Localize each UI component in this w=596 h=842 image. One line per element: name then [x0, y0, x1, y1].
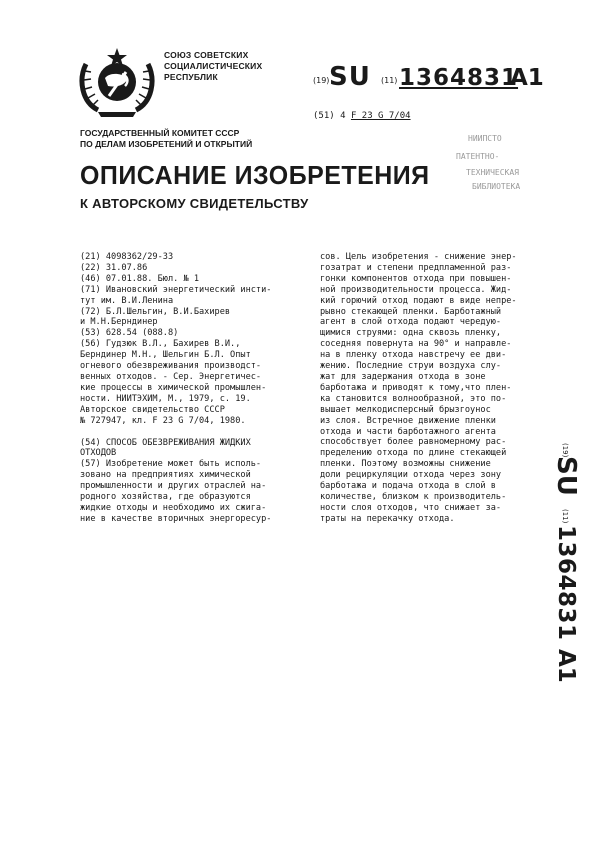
abstract-line: способствует более равномерному рас- [320, 437, 507, 448]
biblio-line: венных отходов. - Сер. Энергетичес- [80, 371, 262, 382]
right-column [320, 252, 545, 525]
margin-kind-code: A1 [553, 649, 579, 683]
biblio-line: ности. НИИТЭХИМ, М., 1979, с. 19. [80, 393, 251, 404]
abstract-line: ной производительности процесса. Жид- [320, 284, 512, 295]
union-line: СОЮЗ СОВЕТСКИХ [164, 50, 249, 60]
abstract-line: агент в слой отхода подают чередую- [320, 317, 502, 328]
abstract-line: вышает мелкодисперсный брызгоунос [320, 404, 491, 415]
left-column [80, 252, 305, 525]
abstract-line: пленки. Поэтому возможны снижение [320, 459, 491, 470]
code-19: (19) [313, 76, 330, 85]
abstract-line: родного хозяйства, где образуются [80, 492, 251, 503]
biblio-line: (56) Гудзюк В.Л., Бахирев В.И., [80, 339, 241, 350]
abstract-line: барботажа и подача отхода в слой в [320, 481, 496, 492]
biblio-line: (22) 31.07.86 [80, 262, 148, 273]
stamp-line: ТЕХНИЧЕСКАЯ [466, 168, 519, 177]
invention-title-line: ОТХОДОВ [80, 448, 117, 459]
abstract-line: ности слоя отходов, что снижает за- [320, 502, 502, 513]
abstract-line: зовано на предприятиях химической [80, 470, 251, 481]
abstract-line: (57) Изобретение может быть исполь- [80, 459, 262, 470]
abstract-line: жидкие отходы и необходимо их сжига- [80, 502, 267, 513]
stamp-line: БИБЛИОТЕКА [472, 182, 521, 191]
ipc-classification [313, 111, 411, 121]
biblio-line: № 727947, кл. F 23 G 7/04, 1980. [80, 415, 246, 426]
biblio-line: (53) 628.54 (088.8) [80, 328, 179, 339]
biblio-line: (21) 4098362/29-33 [80, 252, 174, 262]
margin-patent-number [549, 443, 581, 693]
abstract-line: на в пленку отхода навстречу ее дви- [320, 350, 507, 361]
abstract-line: пределению отхода по длине стекающей [320, 448, 507, 459]
abstract-line: доли рециркуляции отхода через зону [320, 470, 502, 481]
abstract-line: рывно стекающей пленки. Барботажный [320, 306, 502, 317]
margin-code-11: (11) [561, 509, 569, 524]
country-code: SU [329, 62, 371, 92]
abstract-line: сов. Цель изобретения - снижение энер- [320, 252, 517, 262]
abstract-line: траты на перекачку отхода. [320, 513, 455, 524]
invention-title-line: (54) СПОСОБ ОБЕЗВРЕЖИВАНИЯ ЖИДКИХ [80, 437, 251, 448]
code-11: (11) [381, 76, 398, 85]
abstract-line: гозатрат и степени предпламенной раз- [320, 262, 512, 273]
committee-name [80, 128, 252, 150]
patent-number: 1364831 [399, 65, 519, 91]
stamp-line: ПАТЕНТНО- [456, 152, 500, 161]
kind-code: A1 [510, 65, 544, 91]
abstract-line: из слоя. Встречное движение пленки [320, 415, 496, 426]
abstract-line: ка становится волнообразной, это по- [320, 393, 507, 404]
library-stamp [450, 130, 540, 192]
abstract-line: промышленности и других отраслей на- [80, 481, 267, 492]
biblio-line: огневого обезвреживания производст- [80, 361, 262, 372]
document-subtitle: К АВТОРСКОМУ СВИДЕТЕЛЬСТВУ [80, 196, 309, 211]
biblio-line: кие процессы в химической промышлен- [80, 382, 267, 393]
abstract-line: гонки компонентов отхода при повышен- [320, 273, 512, 284]
ussr-emblem-icon [78, 44, 156, 120]
abstract-line: отхода и части барботажного агента [320, 426, 496, 437]
biblio-line: (46) 07.01.88. Бюл. № 1 [80, 273, 199, 284]
abstract-line: щимися струями: одна сквозь пленку, [320, 328, 502, 339]
biblio-line: и М.Н.Берндинер [80, 317, 158, 328]
abstract-line: кий горючий отход подают в виде непре- [320, 295, 517, 306]
abstract-line: жат для задержания отхода в зоне [320, 371, 486, 382]
abstract-line: барботажа и приводят к тому,что плен- [320, 382, 512, 393]
biblio-line: Берндинер М.Н., Шельгин Б.Л. Опыт [80, 350, 251, 361]
stamp-line: НИИПСТО [468, 134, 502, 143]
union-line: РЕСПУБЛИК [164, 72, 218, 82]
abstract-line: жению. Последние струи воздуха слу- [320, 361, 502, 372]
margin-code-19: (19) [561, 443, 569, 458]
biblio-line: (72) Б.Л.Шельгин, В.И.Бахирев [80, 306, 231, 317]
biblio-line: Авторское свидетельство СССР [80, 404, 225, 415]
ipc-value: F 23 G 7/04 [350, 111, 411, 121]
abstract-line: соседняя повернута на 90° и направле- [320, 339, 512, 350]
committee-line: ГОСУДАРСТВЕННЫЙ КОМИТЕТ СССР [80, 128, 240, 138]
margin-country-code: SU [551, 456, 581, 496]
union-name [164, 50, 262, 83]
committee-line: ПО ДЕЛАМ ИЗОБРЕТЕНИЙ И ОТКРЫТИЙ [80, 139, 253, 149]
ipc-code: (51) 4 [313, 111, 346, 121]
document-title: ОПИСАНИЕ ИЗОБРЕТЕНИЯ [80, 160, 430, 190]
margin-number: 1364831 [553, 525, 579, 641]
union-line: СОЦИАЛИСТИЧЕСКИХ [164, 61, 263, 71]
abstract-line: ние в качестве вторичных энергоресур- [80, 513, 272, 524]
biblio-line: тут им. В.И.Ленина [80, 295, 174, 306]
biblio-line: (71) Ивановский энергетический инсти- [80, 284, 272, 295]
abstract-line: количестве, близком к производитель- [320, 491, 507, 502]
